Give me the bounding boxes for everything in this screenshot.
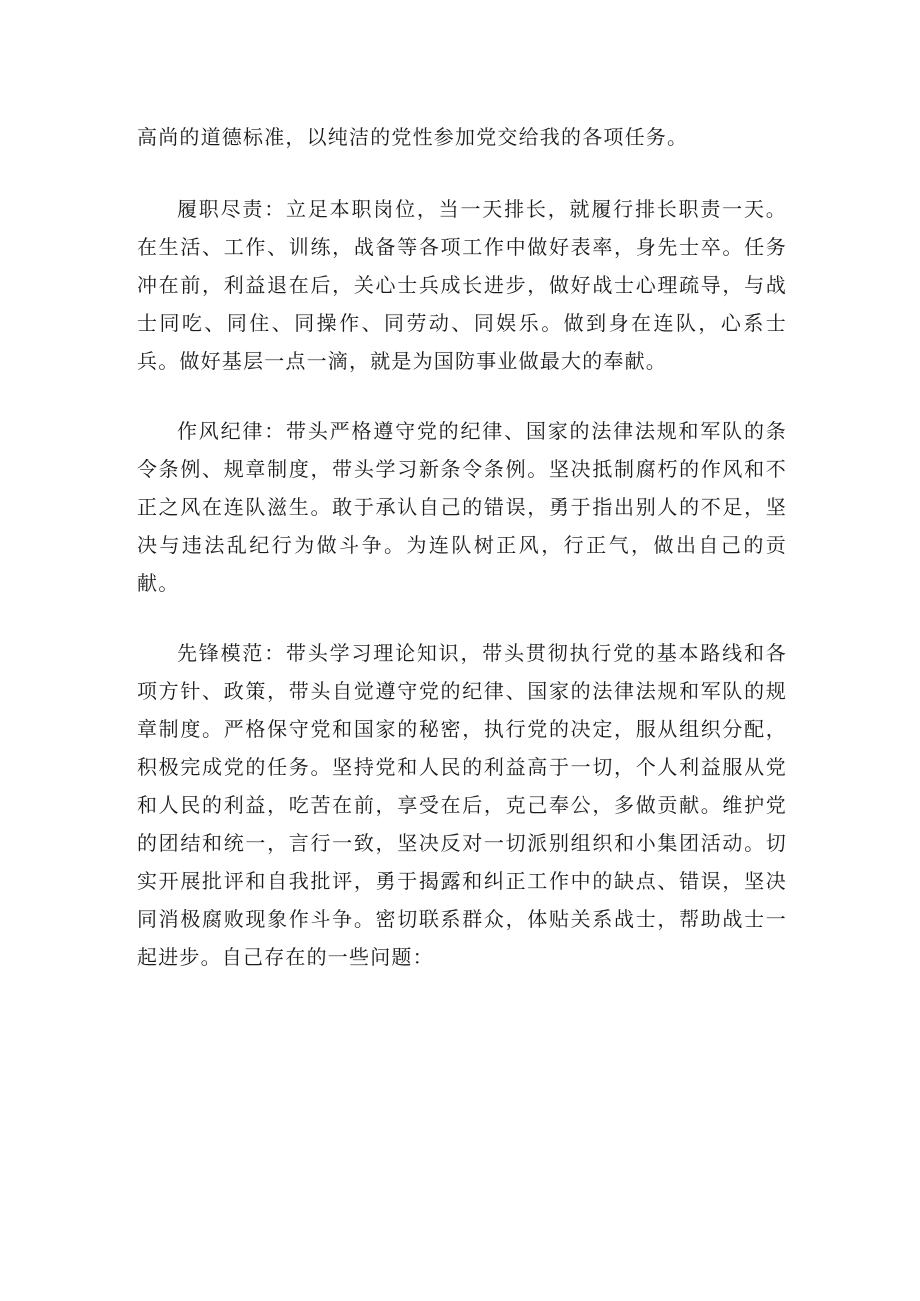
paragraph-duty: 履职尽责：立足本职岗位，当一天排长，就履行排长职责一天。在生活、工作、训练，战备等各项工作中做好表率，身先士卒。任务冲在前，利益退在后，关心士兵成长进步，做好战士心理疏导，与战士同吃、同住、同操作、同劳动、同娱乐。做到身在连队，心系士兵。做好基层一点一滴，就是为国防事业做最大的奉献。	[137, 197, 787, 373]
paragraph-continuation: 高尚的道德标准，以纯洁的党性参加党交给我的各项任务。	[137, 125, 689, 149]
paragraph-exemplary: 先锋模范：带头学习理论知识，带头贯彻执行党的基本路线和各项方针、政策，带头自觉遵守党的纪律、国家的法律法规和军队的规章制度。严格保守党和国家的秘密，执行党的决定，服从组织分配，积极完成党的任务。坚持党和人民的利益高于一切，个人利益服从党和人民的利益，吃苦在前，享受在后，克己奉公，多做贡献。维护党的团结和统一，言行一致，坚决反对一切派别组织和小集团活动。切实开展批评和自我批评，勇于揭露和纠正工作中的缺点、错误，坚决同消极腐败现象作斗争。密切联系群众，体贴关系战士，帮助战士一起进步。自己存在的一些问题：	[137, 641, 787, 969]
paragraph-discipline: 作风纪律：带头严格遵守党的纪律、国家的法律法规和军队的条令条例、规章制度，带头学习新条令条例。坚决抵制腐朽的作风和不正之风在连队滋生。敢于承认自己的错误，勇于指出别人的不足，坚决与违法乱纪行为做斗争。为连队树正风，行正气，做出自己的贡献。	[137, 419, 787, 595]
document-body	[137, 118, 787, 1008]
